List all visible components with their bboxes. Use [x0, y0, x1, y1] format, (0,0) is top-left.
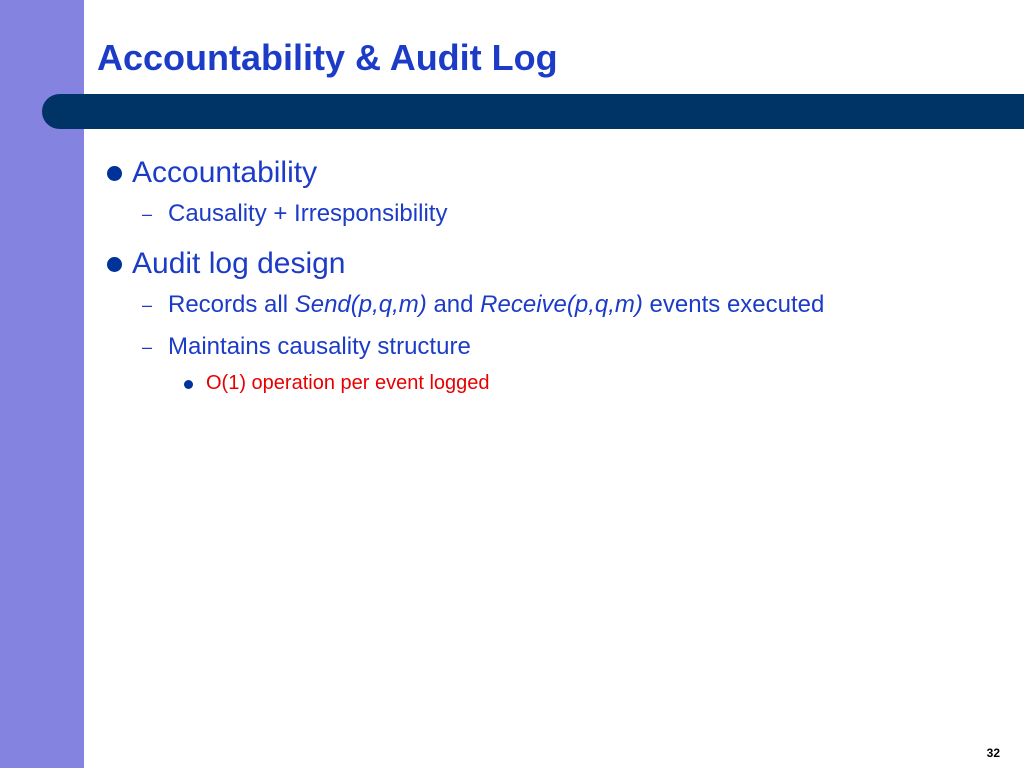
sub-bullet-text-part: Records all	[168, 291, 295, 318]
sub-sub-bullet-o1	[104, 368, 1004, 398]
page-number: 32	[986, 746, 1000, 760]
receive-event-name: Receive(p,q,m)	[480, 291, 643, 318]
sub-bullet-records	[104, 288, 1004, 322]
send-event-name: Send(p,q,m)	[294, 291, 427, 318]
bullet-dot-icon	[107, 166, 122, 181]
bullet-dot-icon	[107, 257, 122, 272]
bullet-accountability	[104, 152, 1004, 194]
slide-title: Accountability & Audit Log	[97, 37, 558, 78]
dash-icon: –	[142, 337, 153, 357]
sub-bullet-text: Causality + Irresponsibility	[168, 200, 448, 227]
sub-bullet-text-part: events executed	[642, 291, 825, 318]
sub-bullet-text-part: and	[426, 291, 481, 318]
bullet-audit-log-design	[104, 243, 1004, 285]
sub-bullet-text: Maintains causality structure	[168, 333, 471, 360]
bullet-text: Audit log design	[132, 247, 346, 280]
dash-icon: –	[142, 204, 153, 224]
bullet-text: Accountability	[132, 156, 318, 189]
title-underline-bar	[42, 94, 1024, 129]
bullet-dot-icon	[184, 380, 193, 389]
dash-icon: –	[142, 295, 153, 315]
sub-bullet-causality-structure	[104, 330, 1004, 364]
sub-sub-bullet-text: O(1) operation per event logged	[206, 372, 490, 394]
sub-bullet-causality	[104, 197, 1004, 231]
bullet-list	[104, 152, 1004, 398]
